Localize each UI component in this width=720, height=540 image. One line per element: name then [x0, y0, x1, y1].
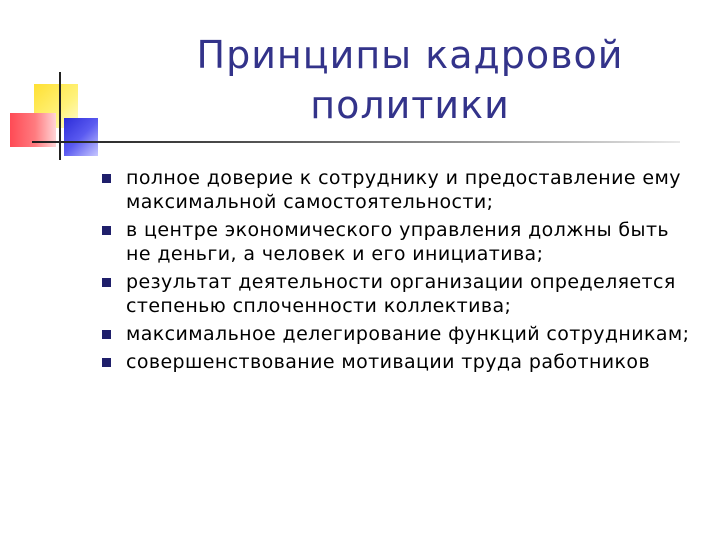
bullet-text: максимальное делегирование функций сотрудникам; [126, 323, 690, 345]
bullet-item [102, 322, 692, 346]
square-bullet-icon [102, 278, 111, 287]
vertical-line-decoration [59, 72, 61, 160]
square-bullet-icon [102, 174, 111, 183]
horizontal-rule [32, 141, 680, 143]
bullet-item [102, 270, 692, 318]
bullet-item [102, 218, 692, 266]
square-bullet-icon [102, 358, 111, 367]
bullet-list [102, 166, 692, 378]
bullet-item [102, 166, 692, 214]
slide-title [110, 30, 710, 130]
slide-title-line-2: политики [310, 83, 510, 127]
bullet-text: полное доверие к сотруднику и предоставление ему максимальной самостоятельности; [126, 167, 681, 213]
bullet-text: в центре экономического управления должны быть не деньги, а человек и его инициатива; [126, 219, 670, 265]
square-bullet-icon [102, 226, 111, 235]
square-bullet-icon [102, 330, 111, 339]
bullet-text: совершенствование мотивации труда работников [126, 351, 651, 373]
bullet-item [102, 350, 692, 374]
blue-square-decoration [64, 118, 98, 156]
slide-title-line-1: Принципы кадровой [196, 33, 624, 77]
bullet-text: результат деятельности организации определяется степенью сплоченности коллектива; [126, 271, 676, 317]
